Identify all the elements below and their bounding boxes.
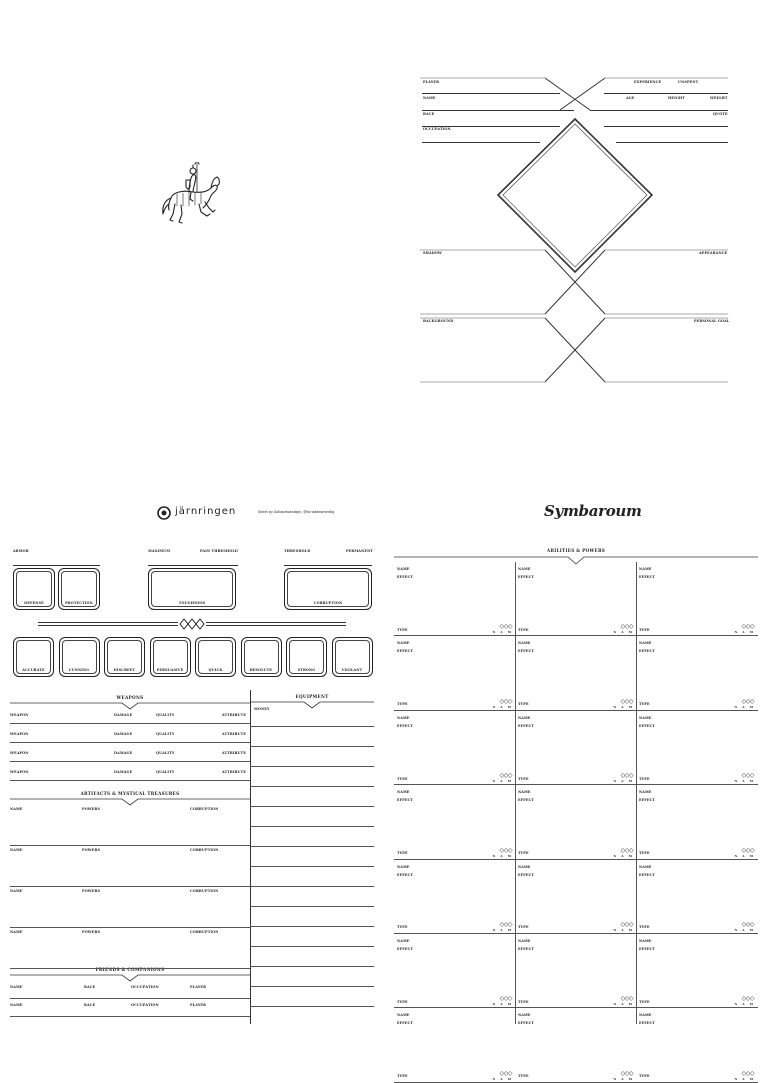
ability-card[interactable] <box>636 860 757 934</box>
occupation-label: OCCUPATION <box>423 127 451 131</box>
ability-level-diamonds-icon[interactable]: ◇◇◇ <box>741 697 754 705</box>
toughness-box[interactable] <box>148 568 236 610</box>
armor-label: ARMOR <box>13 549 29 553</box>
player-label: PLAYER <box>423 80 440 84</box>
ability-name-label: NAME <box>639 641 652 646</box>
weapon-row-line <box>10 780 250 781</box>
attribute-label: STRONG <box>297 667 316 672</box>
divider-ornament-icon <box>179 618 205 630</box>
ability-name-label: NAME <box>518 939 531 943</box>
money-label: MONEY <box>254 707 270 711</box>
ability-type-label: TYPE <box>397 925 408 930</box>
weapon-row-attribute-label: ATTRIBUTE <box>222 770 247 774</box>
ability-effect-label: EFFECT <box>397 1021 414 1026</box>
attribute-box-vigilant[interactable] <box>332 637 373 677</box>
ability-level-diamonds-icon[interactable]: ◇◇◇ <box>620 920 633 928</box>
ability-type-label: TYPE <box>397 702 408 707</box>
equipment-line[interactable] <box>250 866 374 867</box>
ability-effect-label: EFFECT <box>397 798 414 803</box>
ability-type-label: TYPE <box>518 999 529 1004</box>
equipment-line[interactable] <box>250 966 374 967</box>
ability-card[interactable] <box>515 711 636 785</box>
equipment-line[interactable] <box>250 766 374 767</box>
ability-name-label: NAME <box>397 939 410 943</box>
permanent-label: PERMANENT <box>346 549 373 553</box>
page-bottom-left <box>0 490 384 1024</box>
weapon-row-weapon-label: WEAPON <box>10 713 29 717</box>
artifact-row[interactable] <box>10 805 250 845</box>
ability-card[interactable] <box>394 711 515 785</box>
weapon-row-line <box>10 723 250 724</box>
ability-level-diamonds-icon[interactable]: ◇◇◇ <box>741 995 754 1003</box>
protection-box[interactable] <box>58 568 100 610</box>
ability-level-letters: N A M <box>613 779 634 784</box>
ability-card[interactable] <box>636 785 757 859</box>
ability-level-letters: N A M <box>613 853 634 858</box>
attribute-label: PERSUASIVE <box>156 667 184 672</box>
ability-type-label: TYPE <box>397 851 408 856</box>
name-label: NAME <box>423 96 436 100</box>
ability-effect-label: EFFECT <box>397 723 414 728</box>
weapon-row[interactable] <box>10 748 250 761</box>
quote-label: QUOTE <box>713 112 728 116</box>
ability-level-diamonds-icon[interactable]: ◇◇◇ <box>741 846 754 854</box>
equipment-line[interactable] <box>250 986 374 987</box>
ability-card[interactable] <box>515 562 636 636</box>
artifact-row-powers-label: POWERS <box>82 848 101 852</box>
weapon-row-attribute-label: ATTRIBUTE <box>222 713 247 717</box>
artifact-row-corruption-label: CORRUPTION <box>190 930 219 934</box>
ability-effect-label: EFFECT <box>518 649 535 654</box>
artifact-row-name-label: NAME <box>10 889 23 893</box>
ability-level-letters: N A M <box>613 1076 634 1081</box>
ability-effect-label: EFFECT <box>639 872 656 877</box>
ability-type-label: TYPE <box>639 776 650 781</box>
equipment-line[interactable] <box>250 806 374 807</box>
ability-type-label: TYPE <box>518 851 529 856</box>
pain-threshold-label: PAIN THRESHOLD <box>200 549 238 553</box>
ability-level-diamonds-icon[interactable]: ◇◇◇ <box>499 920 512 928</box>
attribute-box-resolute[interactable] <box>241 637 282 677</box>
ability-effect-label: EFFECT <box>639 649 656 654</box>
maximum-label: MAXIMUM <box>148 549 171 553</box>
weapon-row-weapon-label: WEAPON <box>10 732 29 736</box>
ability-effect-label: EFFECT <box>518 1021 535 1026</box>
ability-card[interactable] <box>515 934 636 1008</box>
ability-card[interactable] <box>636 711 757 785</box>
personal-goal-label: PERSONAL GOAL <box>694 319 730 323</box>
friends-title: FRIENDS & COMPANIONS <box>95 967 165 972</box>
ability-level-letters: N A M <box>734 1002 755 1007</box>
ability-level-diamonds-icon[interactable]: ◇◇◇ <box>741 920 754 928</box>
equipment-line[interactable] <box>250 946 374 947</box>
ability-level-letters: N A M <box>734 927 755 932</box>
weapon-row-line <box>10 742 250 743</box>
ability-name-label: NAME <box>397 864 410 869</box>
ability-name-label: NAME <box>639 939 652 943</box>
equipment-line[interactable] <box>250 906 374 907</box>
ability-card[interactable] <box>636 934 757 1008</box>
ability-level-letters: N A M <box>492 1076 513 1081</box>
ability-card[interactable] <box>394 636 515 710</box>
weapon-row-damage-label: DAMAGE <box>114 732 133 736</box>
ability-effect-label: EFFECT <box>639 723 656 728</box>
ability-effect-label: EFFECT <box>518 947 535 951</box>
weapon-row-damage-label: DAMAGE <box>114 770 133 774</box>
ability-level-letters: N A M <box>734 704 755 709</box>
equipment-line[interactable] <box>250 886 374 887</box>
ability-name-label: NAME <box>518 864 531 869</box>
ability-level-diamonds-icon[interactable]: ◇◇◇ <box>499 995 512 1003</box>
protection-label: PROTECTION <box>65 600 93 605</box>
ability-level-diamonds-icon[interactable]: ◇◇◇ <box>499 697 512 705</box>
equipment-line[interactable] <box>250 1006 374 1007</box>
ability-card[interactable] <box>515 860 636 934</box>
attribute-label: QUICK <box>208 667 223 672</box>
artifact-row[interactable] <box>10 928 250 968</box>
ability-name-label: NAME <box>397 715 410 720</box>
attribute-box-accurate[interactable] <box>13 637 54 677</box>
ability-level-letters: N A M <box>734 779 755 784</box>
ability-level-diamonds-icon[interactable]: ◇◇◇ <box>620 1069 633 1077</box>
defense-box[interactable] <box>13 568 55 610</box>
sheet-credit: Sheet by Sollapeloandgin, @scriptdesmerdig <box>258 510 335 514</box>
ability-type-label: TYPE <box>518 702 529 707</box>
weapon-row-weapon-label: WEAPON <box>10 770 29 774</box>
ability-level-letters: N A M <box>734 853 755 858</box>
ability-card[interactable] <box>636 636 757 710</box>
ability-level-diamonds-icon[interactable]: ◇◇◇ <box>620 846 633 854</box>
weapon-row-damage-label: DAMAGE <box>114 713 133 717</box>
page-bottom-right <box>384 490 768 1081</box>
ability-type-label: TYPE <box>639 627 650 632</box>
ability-level-letters: N A M <box>734 630 755 635</box>
equipment-line[interactable] <box>250 726 374 727</box>
ability-card[interactable] <box>394 785 515 859</box>
ability-card[interactable] <box>515 636 636 710</box>
artifact-row[interactable] <box>10 887 250 927</box>
ability-type-label: TYPE <box>639 999 650 1004</box>
artifact-row-powers-label: POWERS <box>82 889 101 893</box>
age-label: AGE <box>626 96 635 100</box>
ability-card[interactable] <box>636 562 757 636</box>
friend-row-name-label: NAME <box>10 985 23 989</box>
ability-type-label: TYPE <box>397 1074 408 1079</box>
ability-name-label: NAME <box>639 715 652 720</box>
corruption-box[interactable] <box>284 568 372 610</box>
equipment-line[interactable] <box>250 826 374 827</box>
ability-effect-label: EFFECT <box>639 575 656 579</box>
artifacts-title: ARTIFACTS & MYSTICAL TREASURES <box>80 791 180 796</box>
ability-name-label: NAME <box>397 790 410 795</box>
artifact-row-name-label: NAME <box>10 848 23 852</box>
artifact-row[interactable] <box>10 846 250 886</box>
attribute-box-persuasive[interactable] <box>150 637 191 677</box>
ability-level-letters: N A M <box>734 1076 755 1081</box>
ability-effect-label: EFFECT <box>518 575 535 579</box>
attribute-box-strong[interactable] <box>286 637 327 677</box>
ability-name-label: NAME <box>518 641 531 646</box>
symbaroum-logo: Symbaroum <box>544 502 642 520</box>
ability-name-label: NAME <box>639 790 652 795</box>
weapon-row[interactable] <box>10 729 250 742</box>
page-top <box>0 0 768 440</box>
ability-level-diamonds-icon[interactable]: ◇◇◇ <box>499 1069 512 1077</box>
equipment-title: EQUIPMENT <box>295 694 329 699</box>
toughness-label: TOUGHNESS <box>178 600 206 605</box>
ability-effect-label: EFFECT <box>518 723 535 728</box>
artifact-row-name-label: NAME <box>10 807 23 811</box>
attribute-box-quick[interactable] <box>195 637 236 677</box>
friend-row-line <box>10 1016 250 1017</box>
weapon-row[interactable] <box>10 767 250 780</box>
weapon-row-attribute-label: ATTRIBUTE <box>222 732 247 736</box>
ability-level-letters: N A M <box>492 1002 513 1007</box>
weapon-row-line <box>10 761 250 762</box>
ability-type-label: TYPE <box>518 627 529 632</box>
ability-name-label: NAME <box>518 790 531 795</box>
attribute-label: CUNNING <box>68 667 90 672</box>
artifact-row-corruption-label: CORRUPTION <box>190 807 219 811</box>
attributes-row <box>13 637 373 679</box>
weapon-row-quality-label: QUALITY <box>156 732 175 736</box>
artifact-row-corruption-label: CORRUPTION <box>190 848 219 852</box>
ability-type-label: TYPE <box>639 851 650 856</box>
ability-card[interactable] <box>394 562 515 636</box>
ability-level-diamonds-icon[interactable]: ◇◇◇ <box>499 623 512 631</box>
ability-type-label: TYPE <box>397 627 408 632</box>
ability-type-label: TYPE <box>639 702 650 707</box>
friend-row-occupation-label: OCCUPATION <box>131 985 159 989</box>
weapon-row-attribute-label: ATTRIBUTE <box>222 751 247 755</box>
artifact-row-corruption-label: CORRUPTION <box>190 889 219 893</box>
artifact-row-name-label: NAME <box>10 930 23 934</box>
appearance-label: APPEARANCE <box>699 251 728 255</box>
attribute-label: VIGILANT <box>341 667 363 672</box>
ability-level-diamonds-icon[interactable]: ◇◇◇ <box>741 1069 754 1077</box>
equipment-line[interactable] <box>250 926 374 927</box>
ability-name-label: NAME <box>518 715 531 720</box>
ability-name-label: NAME <box>397 567 410 571</box>
equipment-line[interactable] <box>250 786 374 787</box>
race-label: RACE <box>423 112 435 116</box>
ability-level-letters: N A M <box>492 630 513 635</box>
ability-name-label: NAME <box>397 641 410 646</box>
ability-effect-label: EFFECT <box>639 798 656 803</box>
ability-type-label: TYPE <box>639 925 650 930</box>
attribute-box-cunning[interactable] <box>59 637 100 677</box>
weapon-row-quality-label: QUALITY <box>156 713 175 717</box>
friend-row-name-label: NAME <box>10 1003 23 1007</box>
jarnringen-logo-icon <box>157 506 171 520</box>
defense-label: DEFENSE <box>24 600 44 605</box>
attribute-box-discreet[interactable] <box>104 637 145 677</box>
height-label: HEIGHT <box>668 96 685 100</box>
friend-row-occupation-label: OCCUPATION <box>131 1003 159 1007</box>
ability-level-letters: N A M <box>613 704 634 709</box>
ability-card[interactable] <box>394 1008 515 1082</box>
equipment-line[interactable] <box>250 846 374 847</box>
experience-label: EXPERIENCE <box>634 80 662 84</box>
ability-effect-label: EFFECT <box>397 947 414 951</box>
ability-effect-label: EFFECT <box>639 947 656 951</box>
weapon-row[interactable] <box>10 710 250 723</box>
friend-row[interactable] <box>10 1001 250 1016</box>
ability-level-diamonds-icon[interactable]: ◇◇◇ <box>741 772 754 780</box>
friends-title-rule <box>10 974 250 982</box>
ability-effect-label: EFFECT <box>397 872 414 877</box>
ability-card[interactable] <box>394 934 515 1008</box>
weapon-row-quality-label: QUALITY <box>156 770 175 774</box>
ability-level-diamonds-icon[interactable]: ◇◇◇ <box>499 772 512 780</box>
ability-name-label: NAME <box>518 567 531 571</box>
artifact-row-powers-label: POWERS <box>82 930 101 934</box>
ability-effect-label: EFFECT <box>518 798 535 803</box>
ability-type-label: TYPE <box>397 999 408 1004</box>
knight-illustration <box>155 162 225 232</box>
weapon-row-quality-label: QUALITY <box>156 751 175 755</box>
ability-level-diamonds-icon[interactable]: ◇◇◇ <box>620 697 633 705</box>
artifact-row-line <box>10 968 250 969</box>
ability-name-label: NAME <box>639 567 652 571</box>
attribute-label: ACCURATE <box>22 667 45 672</box>
weight-label: WEIGHT <box>710 96 728 100</box>
threshold-label: THRESHOLD <box>284 549 311 553</box>
ability-name-label: NAME <box>397 1013 410 1018</box>
ability-level-diamonds-icon[interactable]: ◇◇◇ <box>741 623 754 631</box>
friend-row-race-label: RACE <box>84 985 96 989</box>
portrait-diamond <box>420 74 730 386</box>
ability-level-letters: N A M <box>613 927 634 932</box>
ability-card[interactable] <box>515 1008 636 1082</box>
attribute-label: DISCREET <box>113 667 136 672</box>
ability-level-diamonds-icon[interactable]: ◇◇◇ <box>499 846 512 854</box>
ability-name-label: NAME <box>639 864 652 869</box>
ability-type-label: TYPE <box>639 1074 650 1079</box>
artifact-row-powers-label: POWERS <box>82 807 101 811</box>
ability-level-letters: N A M <box>492 704 513 709</box>
ability-type-label: TYPE <box>397 776 408 781</box>
friend-row-line <box>10 998 250 999</box>
background-label: BACKGROUND <box>423 319 454 323</box>
ability-card[interactable] <box>394 860 515 934</box>
ability-level-letters: N A M <box>492 779 513 784</box>
ability-effect-label: EFFECT <box>639 1021 656 1026</box>
ability-type-label: TYPE <box>518 1074 529 1079</box>
unspent-label: UNSPENT <box>678 80 699 84</box>
ability-level-diamonds-icon[interactable]: ◇◇◇ <box>620 772 633 780</box>
friend-row-player-label: PLAYER <box>190 985 207 989</box>
weapons-title-rule <box>10 702 250 710</box>
shadow-label: SHADOW <box>423 251 442 255</box>
ability-level-diamonds-icon[interactable]: ◇◇◇ <box>620 995 633 1003</box>
corruption-label: CORRUPTION <box>313 600 343 605</box>
ability-type-label: TYPE <box>518 925 529 930</box>
ability-name-label: NAME <box>518 1013 531 1018</box>
ability-effect-label: EFFECT <box>397 575 414 579</box>
friend-row-player-label: PLAYER <box>190 1003 207 1007</box>
ability-type-label: TYPE <box>518 776 529 781</box>
ability-effect-label: EFFECT <box>518 872 535 877</box>
ability-level-letters: N A M <box>492 853 513 858</box>
weapon-row-damage-label: DAMAGE <box>114 751 133 755</box>
weapon-row-weapon-label: WEAPON <box>10 751 29 755</box>
weapons-title: WEAPONS <box>116 695 144 700</box>
friend-row[interactable] <box>10 983 250 998</box>
ability-card[interactable] <box>636 1008 757 1082</box>
ability-level-letters: N A M <box>492 927 513 932</box>
jarnringen-logo-text: järnringen <box>175 506 237 517</box>
equipment-line[interactable] <box>250 746 374 747</box>
ability-card[interactable] <box>515 785 636 859</box>
ability-name-label: NAME <box>639 1013 652 1018</box>
attribute-label: RESOLUTE <box>249 667 273 672</box>
ability-level-diamonds-icon[interactable]: ◇◇◇ <box>620 623 633 631</box>
ability-level-letters: N A M <box>613 1002 634 1007</box>
ability-effect-label: EFFECT <box>397 649 414 654</box>
abilities-title: ABILITIES & POWERS <box>546 548 606 553</box>
friend-row-race-label: RACE <box>84 1003 96 1007</box>
ability-level-letters: N A M <box>613 630 634 635</box>
